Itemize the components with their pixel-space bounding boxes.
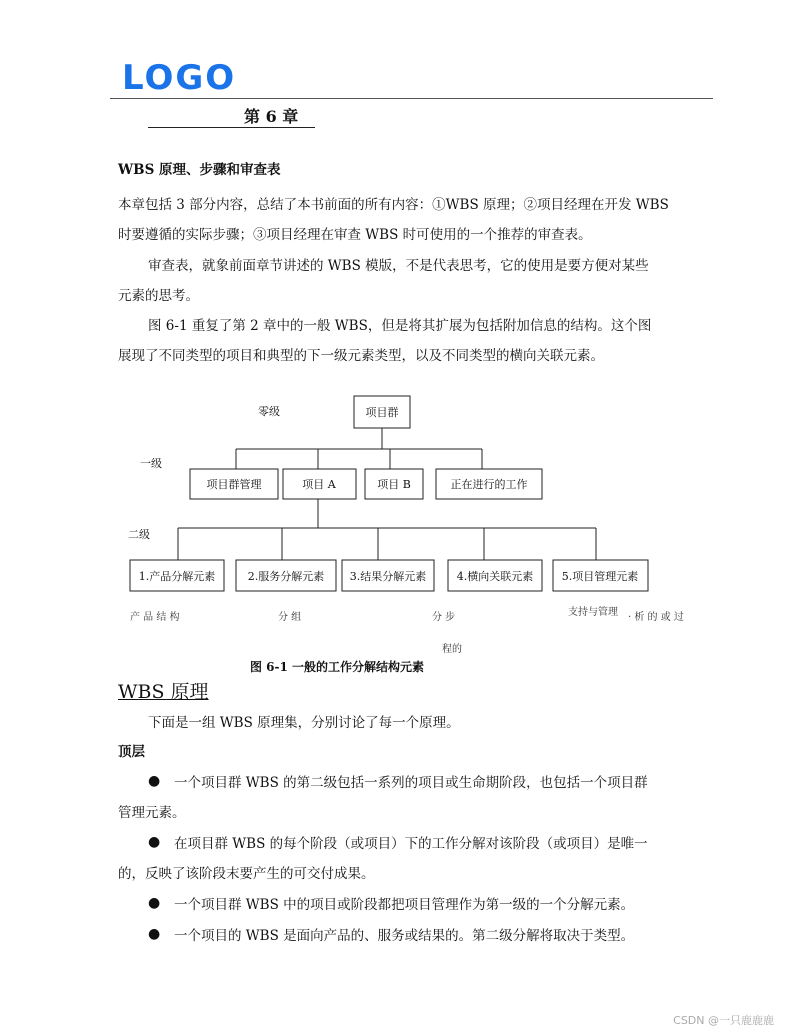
node-l2-1: 1.产品分解元素 <box>138 570 216 583</box>
node-root: 项目群 <box>365 406 399 419</box>
node-l2-2: 2.服务分解元素 <box>247 570 325 583</box>
level-0-label: 零级 <box>258 405 280 418</box>
chapter-title: 第 6 章 <box>244 107 299 126</box>
bullet-4-text: 一个项目的 WBS 是面向产品的、服务或结果的。第二级分解将取决于类型。 <box>174 928 635 944</box>
node-l1-2: 项目 A <box>302 478 336 491</box>
wbs-diagram <box>0 380 800 680</box>
bullet-2-line-2: 的，反映了该阶段末要产生的可交付成果。 <box>118 866 375 882</box>
note-analysis: · 析 的 或 过 <box>628 612 684 623</box>
note-support: 支持与管理 <box>568 607 618 618</box>
paragraph-3-line-2: 展现了不同类型的项目和典型的下一级元素类型，以及不同类型的横向关联元素。 <box>118 348 604 364</box>
paragraph-2-line-1: 审查表，就象前面章节讲述的 WBS 模版，不是代表思考，它的使用是要方便对某些 <box>148 258 649 274</box>
note-grouping: 分 组 <box>278 612 302 623</box>
footer-watermark: CSDN @一只鹿鹿鹿 <box>673 1014 774 1027</box>
bullet-2-icon: ● <box>148 834 161 850</box>
figure-caption: 图 6-1 一般的工作分解结构元素 <box>250 660 425 674</box>
bullet-4-icon: ● <box>148 926 161 942</box>
note-steps: 分 步 <box>432 612 456 623</box>
note-process: 程的 <box>442 644 462 655</box>
principles-subheading: 顶层 <box>118 744 145 760</box>
bullet-1-icon: ● <box>148 773 161 789</box>
principles-intro: 下面是一组 WBS 原理集，分别讨论了每一个原理。 <box>148 715 460 731</box>
note-product-structure: 产 品 结 构 <box>130 612 180 623</box>
node-l2-4: 4.横向关联元素 <box>456 570 534 583</box>
chapter-underline <box>148 127 315 128</box>
node-l1-4: 正在进行的工作 <box>450 478 528 491</box>
node-l1-3: 项目 B <box>377 478 411 491</box>
bullet-2-line-1: 在项目群 WBS 的每个阶段（或项目）下的工作分解对该阶段（或项目）是唯一 <box>174 836 648 852</box>
principles-heading: WBS 原理 <box>118 681 209 703</box>
header-divider <box>110 98 713 99</box>
paragraph-1-line-2: 时要遵循的实际步骤；③项目经理在审查 WBS 时可使用的一个推荐的审查表。 <box>118 227 592 243</box>
logo: LOGO <box>122 58 237 98</box>
node-l2-5: 5.项目管理元素 <box>561 570 639 583</box>
paragraph-1-line-1: 本章包括 3 部分内容，总结了本书前面的所有内容：①WBS 原理；②项目经理在开发 WBS <box>118 197 669 213</box>
level-1-label: 一级 <box>140 457 162 470</box>
bullet-3-icon: ● <box>148 895 161 911</box>
node-l2-3: 3.结果分解元素 <box>349 570 427 583</box>
bullet-1-line-2: 管理元素。 <box>118 805 186 821</box>
node-l1-1: 项目群管理 <box>206 478 262 491</box>
paragraph-2-line-2: 元素的思考。 <box>118 288 199 304</box>
paragraph-3-line-1: 图 6-1 重复了第 2 章中的一般 WBS，但是将其扩展为包括附加信息的结构。这个图 <box>148 318 652 334</box>
bullet-3-text: 一个项目群 WBS 中的项目或阶段都把项目管理作为第一级的一个分解元素。 <box>174 897 635 913</box>
section-title: WBS 原理、步骤和审查表 <box>118 162 281 178</box>
bullet-1-line-1: 一个项目群 WBS 的第二级包括一系列的项目或生命期阶段，也包括一个项目群 <box>174 775 648 791</box>
level-2-label: 二级 <box>128 528 150 541</box>
